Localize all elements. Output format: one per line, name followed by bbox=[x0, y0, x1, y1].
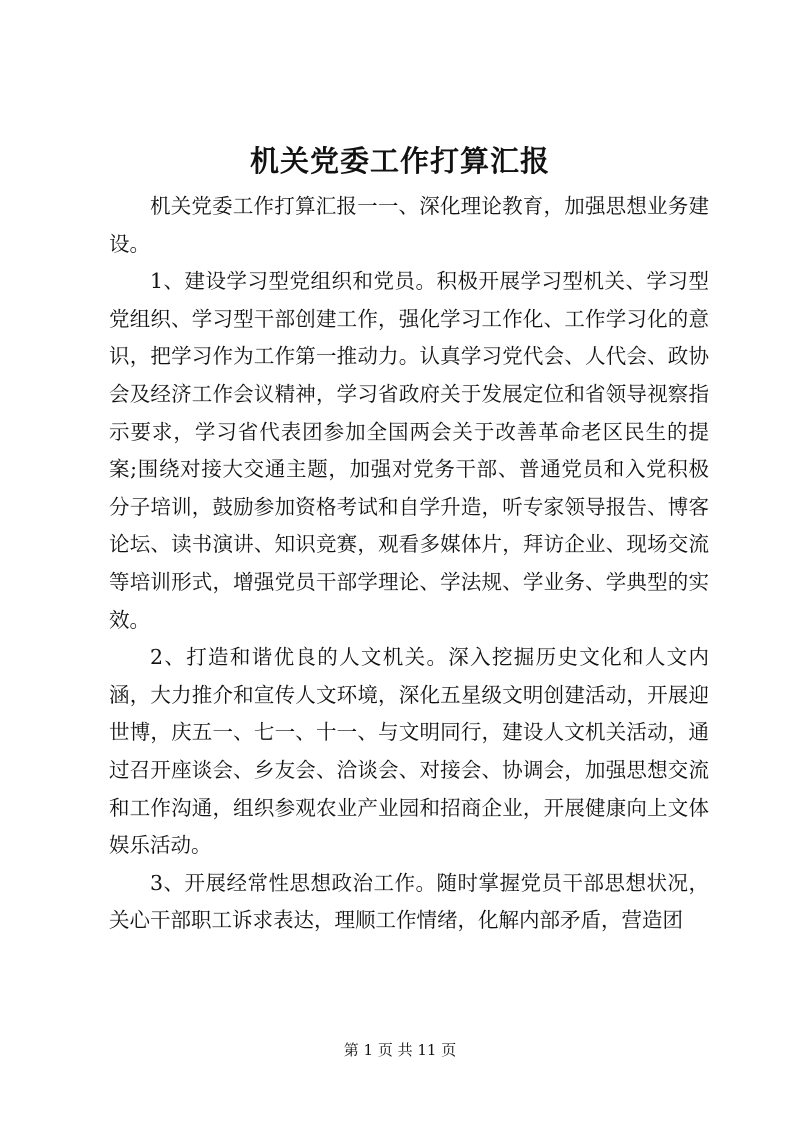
document-title: 机关党委工作打算汇报 bbox=[249, 144, 550, 178]
page-number-footer: 第 1 页 共 11 页 bbox=[343, 1041, 457, 1059]
paragraph-1: 1、建设学习型党组织和党员。积极开展学习型机关、学习型党组织、学习型干部创建工作，强化学习工作化、工作学习化的意识，把学习作为工作第一推动力。认真学习党代会、人代会、政协会及经济工作会议精神，学习省政府关于发展定位和省领导视察指示要求，学习省代表团参加全国两会关于改善革命老区民生的提案;围绕对接大交通主题，加强对党务干部、普通党员和入党积极分子培训，鼓励参加资格考试和自学升造，听专家领导报告、博客论坛、读书演讲、知识竞赛，观看多媒体片，拜访企业、现场交流等培训形式，增强党员干部学理论、学法规、学业务、学典型的实效。 bbox=[109, 269, 709, 632]
paragraph-2: 2、打造和谐优良的人文机关。深入挖掘历史文化和人文内涵，大力推介和宣传人文环境，深化五星级文明创建活动，开展迎世博，庆五一、七一、十一、与文明同行，建设人文机关活动，通过召开座谈会、乡友会、洽谈会、对接会、协调会，加强思想交流和工作沟通，组织参观农业产业园和招商企业，开展健康向上文体娱乐活动。 bbox=[109, 645, 709, 858]
document-body bbox=[109, 188, 709, 940]
paragraph-intro: 机关党委工作打算汇报一一、深化理论教育，加强思想业务建设。 bbox=[109, 194, 709, 256]
paragraph-3: 3、开展经常性思想政治工作。随时掌握党员干部思想状况，关心干部职工诉求表达，理顺工作情绪，化解内部矛盾，营造团 bbox=[109, 870, 709, 933]
